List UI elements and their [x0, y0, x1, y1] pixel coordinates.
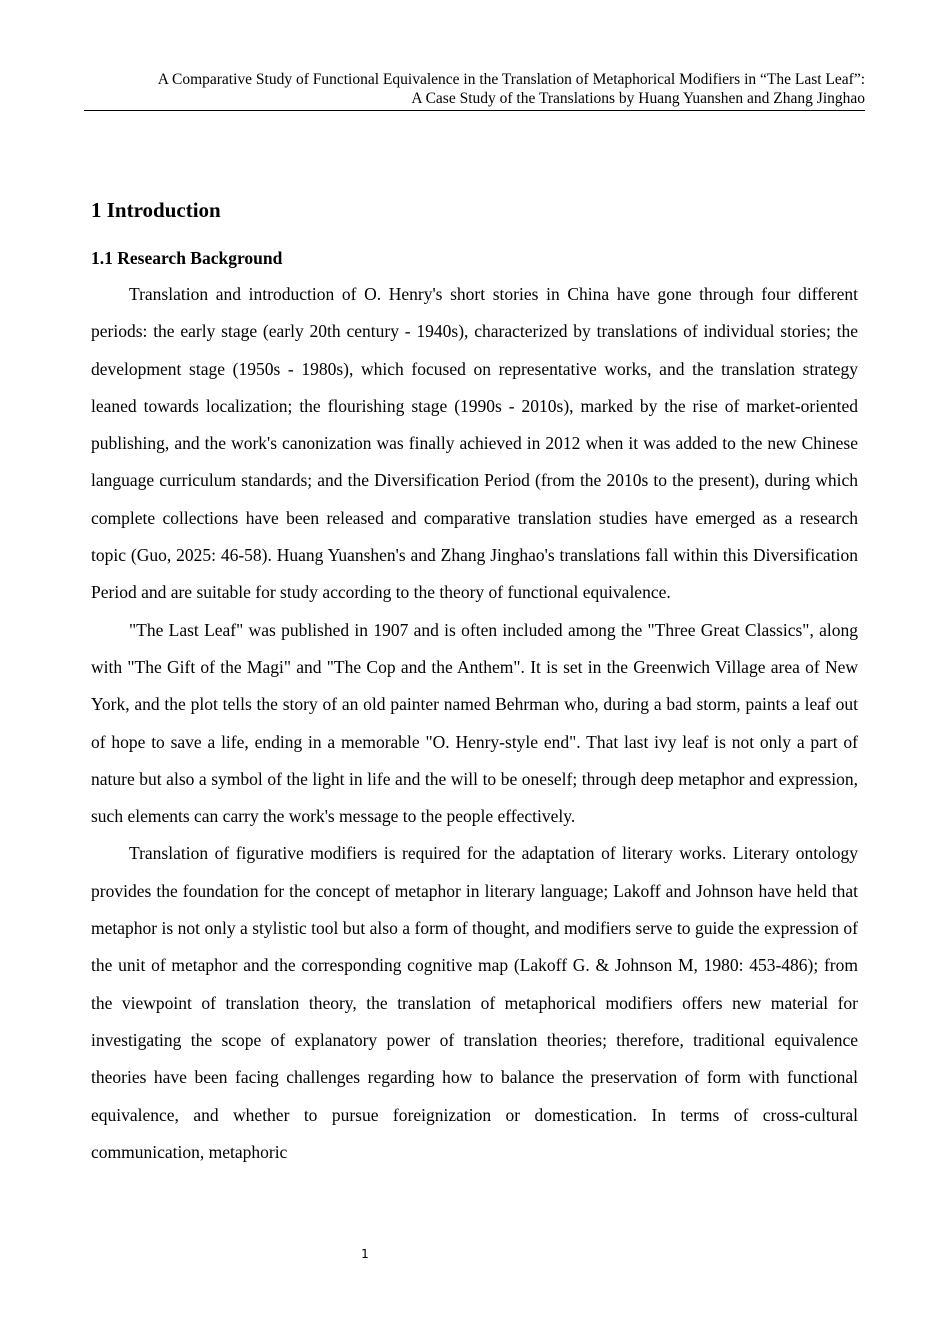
running-header-line-2: A Case Study of the Translations by Huang Yuanshen and Zhang Jinghao	[411, 90, 865, 107]
running-header	[84, 70, 865, 111]
body-paragraph-2: "The Last Leaf" was published in 1907 and is often included among the "Three Great Classics", along with "The Gift of the Magi" and "The Cop and the Anthem". It is set in the Greenwich Village area of New York, and the plot tells the story of an old painter named Behrman who, during a bad storm, paints a leaf out of hope to save a life, ending in a memorable "O. Henry-style end". That last ivy leaf is not only a part of nature but also a symbol of the light in life and the will to be oneself; through deep metaphor and expression, such elements can carry the work's message to the people effectively.	[91, 619, 858, 827]
document-body	[91, 196, 858, 1171]
section-heading: 1 Introduction	[91, 198, 221, 222]
body-paragraph-1: Translation and introduction of O. Henry's short stories in China have gone through four different periods: the early stage (early 20th century - 1940s), characterized by translations of individual stories; the development stage (1950s - 1980s), which focused on representative works, and the translation strategy leaned towards localization; the flourishing stage (1990s - 2010s), marked by the rise of market-oriented publishing, and the work's canonization was finally achieved in 2012 when it was added to the new Chinese language curriculum standards; and the Diversification Period (from the 2010s to the present), during which complete collections have been released and comparative translation studies have emerged as a research topic (Guo, 2025: 46-58). Huang Yuanshen's and Zhang Jinghao's translations fall within this Diversification Period and are suitable for study according to the theory of functional equivalence.	[91, 284, 858, 603]
running-header-line-1: A Comparative Study of Functional Equivalence in the Translation of Metaphorical Modifiers in “The Last Leaf”:	[157, 71, 865, 88]
body-paragraph-3: Translation of figurative modifiers is required for the adaptation of literary works. Literary ontology provides the foundation for the concept of metaphor in literary language; Lakoff and Johnson have held that metaphor is not only a stylistic tool but also a form of thought, and modifiers serve to guide the expression of the unit of metaphor and the corresponding cognitive map (Lakoff G. & Johnson M, 1980: 453-486); from the viewpoint of translation theory, the translation of metaphorical modifiers offers new material for investigating the scope of explanatory power of translation theories; therefore, traditional equivalence theories have been facing challenges regarding how to balance the preservation of form with functional equivalence, and whether to pursue foreignization or domestication. In terms of cross-cultural communication, metaphoric	[91, 843, 858, 1162]
subsection-heading: 1.1 Research Background	[91, 248, 283, 268]
page-number: 1	[361, 1247, 369, 1261]
